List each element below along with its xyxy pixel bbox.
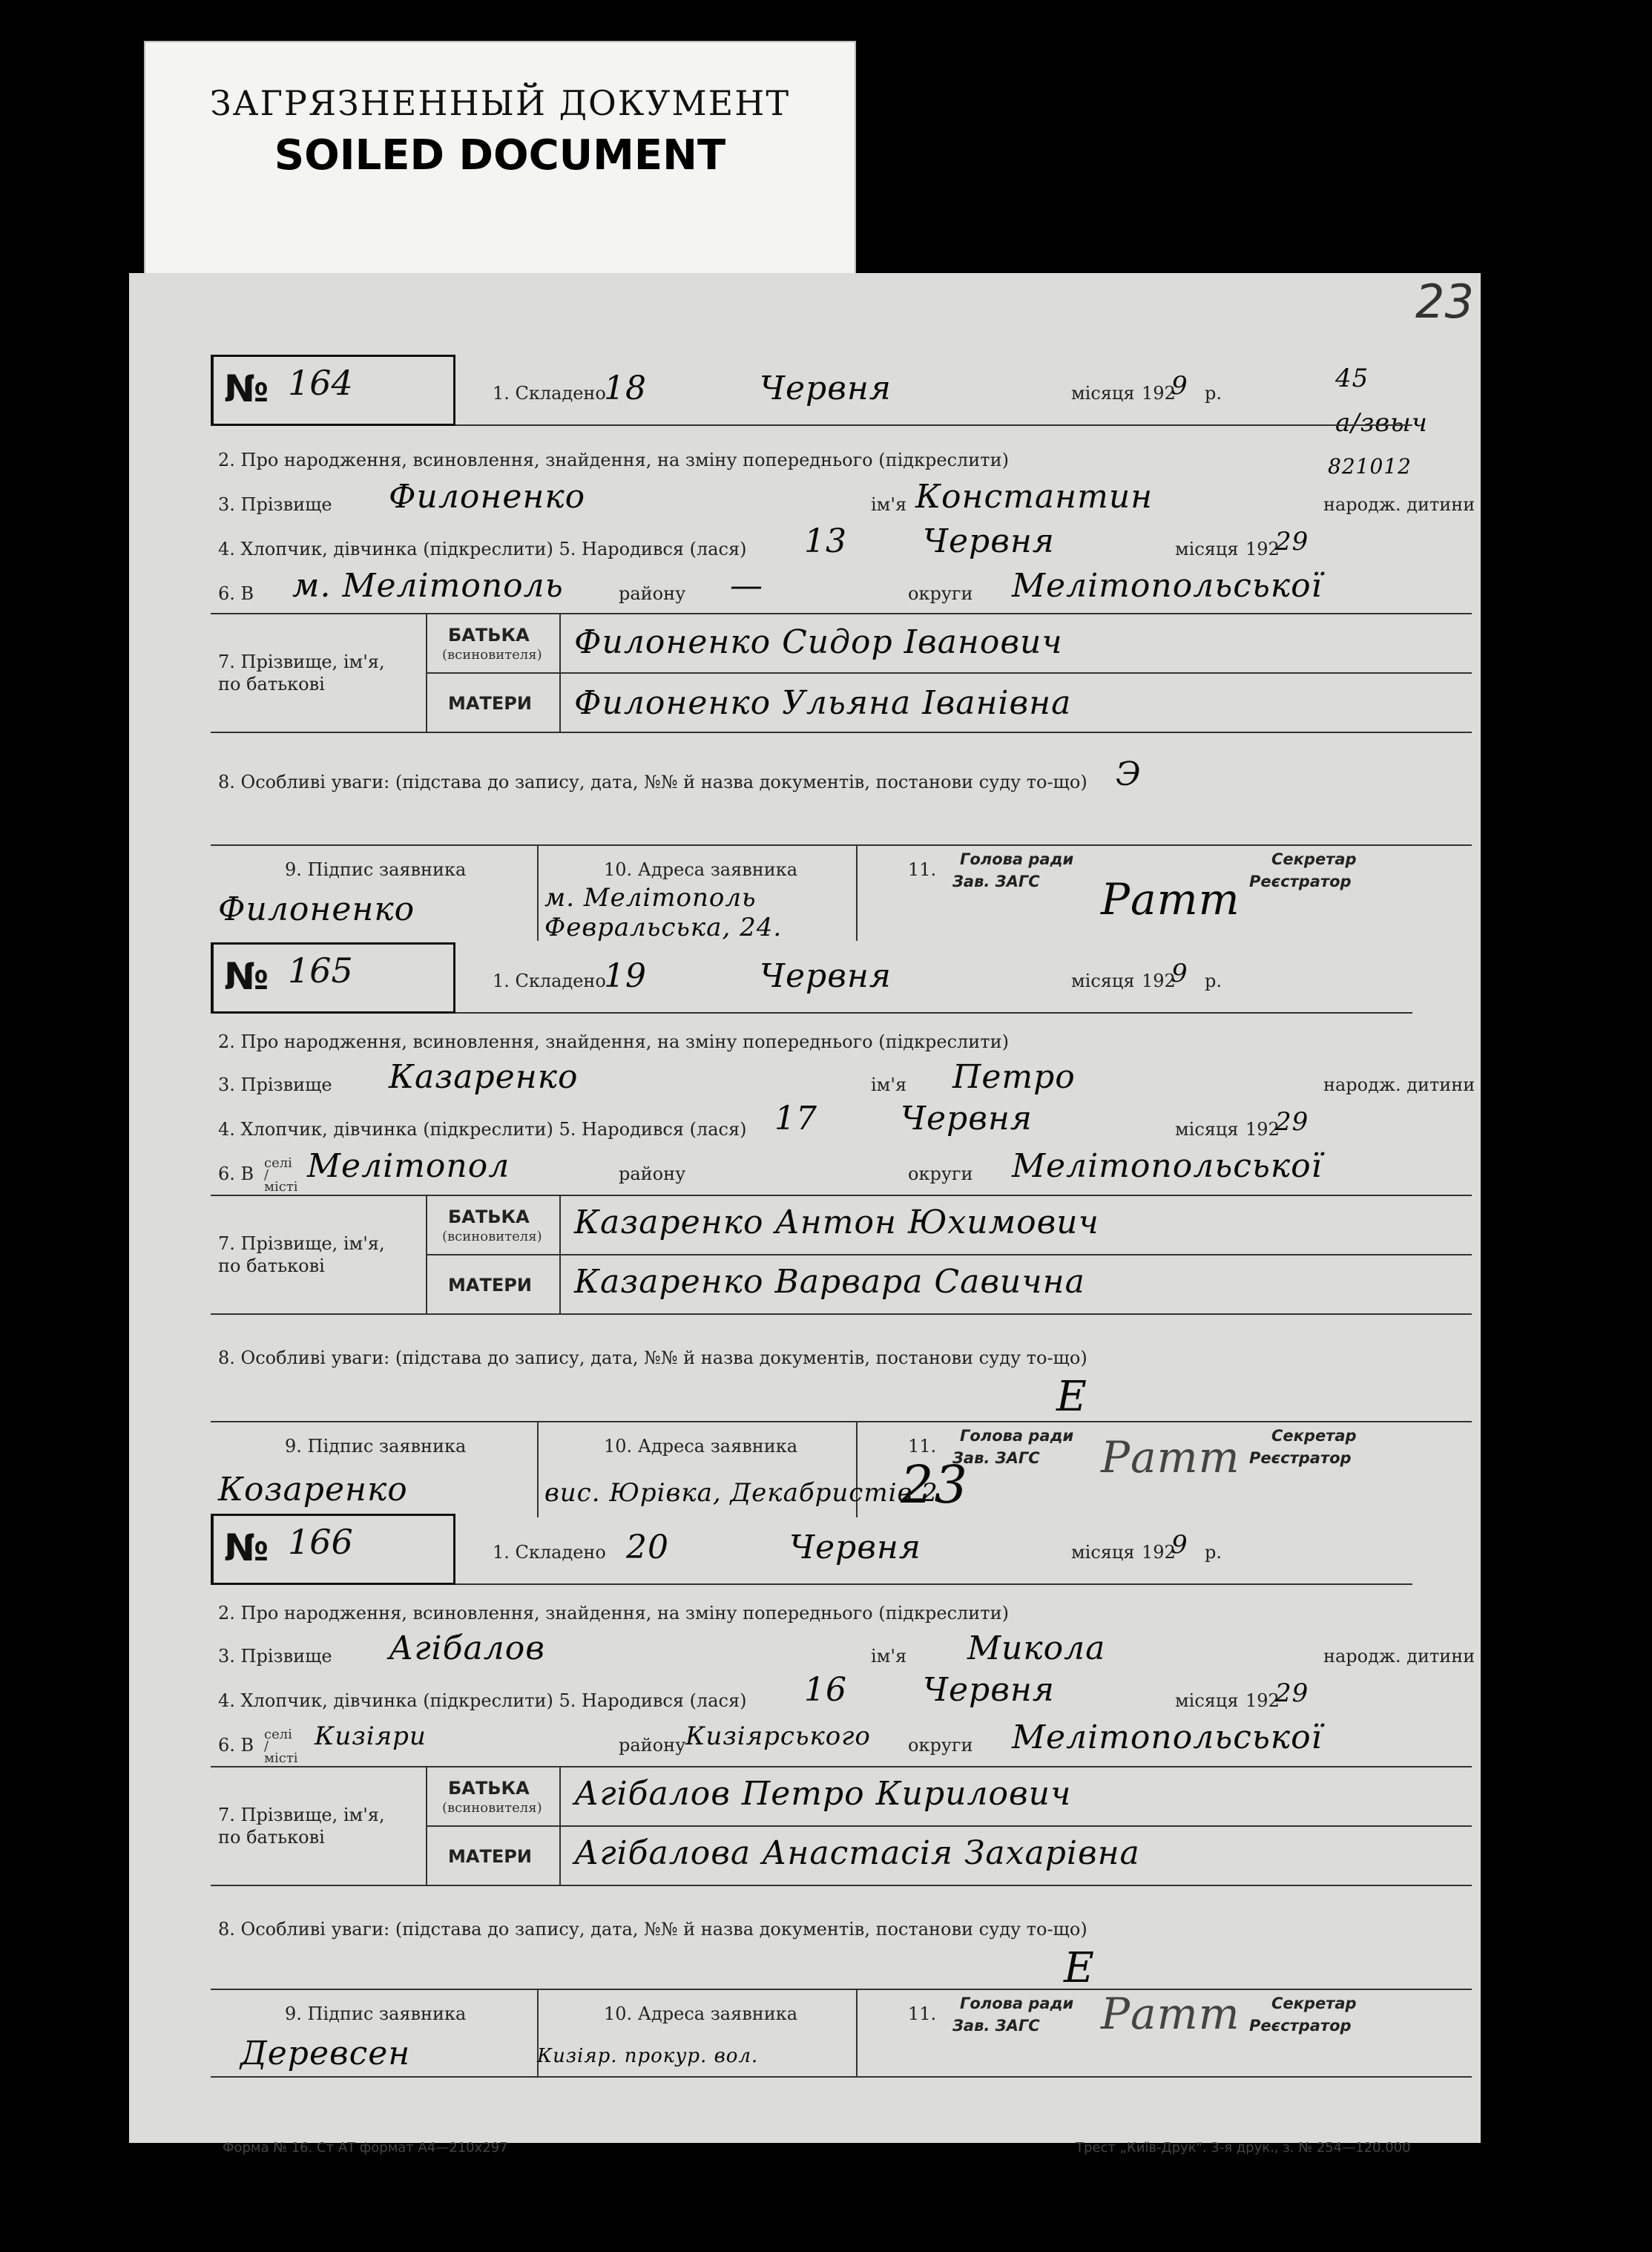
official-signature: Ратт xyxy=(1101,874,1240,925)
address-label: 10. Адреса заявника xyxy=(604,2003,798,2024)
month-label: місяця xyxy=(1071,383,1135,404)
month-label: місяця xyxy=(1071,971,1135,991)
gender-label: 4. Хлопчик, дівчинка (підкреслити) 5. Народився (лася) xyxy=(218,539,747,559)
item-eleven: 11. xyxy=(908,2003,937,2024)
month-label: місяця xyxy=(1175,1690,1239,1711)
birth-month: Червня xyxy=(923,522,1055,560)
mother-name: Агібалова Анастасія Захарівна xyxy=(574,1834,1140,1872)
head-label: Голова ради xyxy=(960,850,1074,868)
item-eleven: 11. xyxy=(908,859,937,880)
month-label: місяця xyxy=(1175,1119,1239,1140)
okrug-label: округи xyxy=(908,583,973,604)
birth-day: 17 xyxy=(774,1100,817,1138)
entry-number-box xyxy=(211,1514,455,1585)
about-label: 2. Про народження, всиновлення, знайдення, на зміну попереднього (підкреслити) xyxy=(218,1031,1009,1052)
applicant-address: м. Мелітополь Февральська, 24. xyxy=(544,883,783,942)
surname-value: Агібалов xyxy=(389,1629,545,1667)
birth-day: 16 xyxy=(804,1671,847,1709)
year-digit: 9 xyxy=(1171,1530,1188,1560)
year-prefix: 192 xyxy=(1245,539,1280,559)
birth-place: Мелітопол xyxy=(307,1147,510,1185)
patronymic-label: по батькові xyxy=(218,1255,325,1276)
official-signature: Ратт xyxy=(1101,1989,1240,2039)
notes-value: Э xyxy=(1116,755,1142,793)
year-prefix: 192 xyxy=(1142,383,1176,404)
margin-note-3: 821012 xyxy=(1328,454,1412,479)
surname-label: 3. Прізвище xyxy=(218,1646,332,1667)
number-sign: № xyxy=(224,367,269,410)
about-label: 2. Про народження, всиновлення, знайдення, на зміну попереднього (підкреслити) xyxy=(218,1603,1009,1624)
month-label: місяця xyxy=(1175,539,1239,559)
father-name: Казаренко Антон Юхимович xyxy=(574,1204,1099,1241)
father-name: Филоненко Сидор Іванович xyxy=(574,623,1063,661)
birth-place: Кизіяри xyxy=(315,1721,427,1751)
applicant-address: вис. Юрівка, Декабристів 2 xyxy=(544,1478,938,1508)
name-value: Константин xyxy=(915,478,1154,516)
notes-label: 8. Особливі уваги: (підстава до запису, дата, №№ й назва документів, постанови суду то-що) xyxy=(218,1347,1087,1368)
margin-note-2: а/звыч xyxy=(1335,408,1428,438)
zags-label: Зав. ЗАГС xyxy=(952,1449,1040,1467)
registrar-label: Реєстратор xyxy=(1249,2017,1352,2035)
zags-label: Зав. ЗАГС xyxy=(952,873,1040,890)
composed-month: Червня xyxy=(760,370,892,407)
year-suffix: р. xyxy=(1205,383,1222,404)
parents-label: 7. Прізвище, ім'я, xyxy=(218,1233,385,1254)
in-label: 6. В xyxy=(218,583,254,604)
secretary-label: Секретар xyxy=(1271,1427,1357,1445)
child-label: народж. дитини xyxy=(1323,1074,1475,1095)
parents-label: 7. Прізвище, ім'я, xyxy=(218,651,385,672)
soiled-document-label xyxy=(144,41,856,277)
sign-label: 9. Підпис заявника xyxy=(285,2003,467,2024)
sign-label: 9. Підпис заявника xyxy=(285,859,467,880)
notes-label: 8. Особливі уваги: (підстава до запису, дата, №№ й назва документів, постанови суду то-що) xyxy=(218,772,1087,792)
address-label: 10. Адреса заявника xyxy=(604,1436,798,1457)
year-prefix: 192 xyxy=(1245,1690,1280,1711)
in-label: 6. В xyxy=(218,1163,254,1184)
name-value: Петро xyxy=(952,1058,1076,1096)
name-label: ім'я xyxy=(871,1074,907,1095)
district-label: району xyxy=(619,1735,686,1756)
name-value: Микола xyxy=(967,1629,1106,1667)
gender-label: 4. Хлопчик, дівчинка (підкреслити) 5. Народився (лася) xyxy=(218,1119,747,1140)
secretary-label: Секретар xyxy=(1271,850,1357,868)
surname-label: 3. Прізвище xyxy=(218,494,332,515)
okrug-label: округи xyxy=(908,1735,973,1756)
district-label: району xyxy=(619,1163,686,1184)
okrug-value: Мелітопольської xyxy=(1012,1147,1323,1185)
surname-value: Филоненко xyxy=(389,478,586,516)
adopter-label: (всиновителя) xyxy=(442,647,542,663)
stamp-russian: ЗАГРЯЗНЕННЫЙ ДОКУМЕНТ xyxy=(209,83,791,123)
district-value: — xyxy=(730,567,763,605)
year-suffix: р. xyxy=(1205,971,1222,991)
margin-note-1: 45 xyxy=(1335,364,1369,393)
father-name: Агібалов Петро Кирилович xyxy=(574,1775,1072,1813)
footer-print-info: Трест „Київ-Друк". 3-я друк., з. № 254—120.000 xyxy=(1076,2140,1411,2156)
footer-form-info: Форма № 16. Ст АТ формат А4—210х297 xyxy=(223,2140,508,2156)
child-label: народж. дитини xyxy=(1323,494,1475,515)
applicant-address: Кизіяр. прокур. вол. xyxy=(537,2045,759,2067)
patronymic-label: по батькові xyxy=(218,1827,325,1848)
composed-day: 18 xyxy=(604,370,647,407)
district-label: району xyxy=(619,583,686,604)
year-digit: 9 xyxy=(1171,959,1188,988)
okrug-value: Мелітопольської xyxy=(1012,1718,1323,1756)
applicant-signature: Филоненко xyxy=(218,890,415,928)
number-sign: № xyxy=(224,955,269,998)
page-number: 23 xyxy=(1415,275,1474,329)
selo-misti-label: селі / місті xyxy=(264,1155,298,1195)
mother-label: МАТЕРИ xyxy=(448,1275,532,1296)
registrar-label: Реєстратор xyxy=(1249,873,1352,890)
mother-label: МАТЕРИ xyxy=(448,693,532,714)
father-label: БАТЬКА xyxy=(448,1778,530,1799)
district-value: Кизіярського xyxy=(685,1721,871,1751)
stamp-note: 23 xyxy=(901,1454,969,1515)
entry-number-box xyxy=(211,942,455,1014)
year-digit: 9 xyxy=(1171,371,1188,401)
adopter-label: (всиновителя) xyxy=(442,1800,542,1816)
stamp-english: SOILED DOCUMENT xyxy=(274,131,726,180)
notes-label: 8. Особливі уваги: (підстава до запису, дата, №№ й назва документів, постанови суду то-що) xyxy=(218,1919,1087,1940)
head-label: Голова ради xyxy=(960,1995,1074,2012)
birth-month: Червня xyxy=(923,1671,1055,1709)
patronymic-label: по батькові xyxy=(218,674,325,695)
entry-number: 166 xyxy=(288,1522,353,1562)
item-eleven: 11. xyxy=(908,1436,937,1457)
in-label: 6. В xyxy=(218,1735,254,1756)
head-label: Голова ради xyxy=(960,1427,1074,1445)
year-prefix: 192 xyxy=(1142,971,1176,991)
birth-year: 29 xyxy=(1275,527,1309,557)
entry-number: 165 xyxy=(288,951,353,991)
name-label: ім'я xyxy=(871,1646,907,1667)
year-prefix: 192 xyxy=(1245,1119,1280,1140)
number-sign: № xyxy=(224,1526,269,1569)
father-label: БАТЬКА xyxy=(448,625,530,646)
mother-name: Казаренко Варвара Савична xyxy=(574,1263,1085,1301)
composed-label: 1. Складено xyxy=(493,971,606,991)
surname-label: 3. Прізвище xyxy=(218,1074,332,1095)
notes-value: Е xyxy=(1056,1373,1087,1421)
composed-label: 1. Складено xyxy=(493,1542,606,1563)
applicant-signature: Дерeвсен xyxy=(240,2035,411,2072)
zags-label: Зав. ЗАГС xyxy=(952,2017,1040,2035)
composed-day: 19 xyxy=(604,957,647,995)
composed-month: Червня xyxy=(789,1529,921,1566)
official-signature: Ратт xyxy=(1101,1432,1240,1483)
mother-name: Филоненко Ульяна Іванівна xyxy=(574,684,1072,722)
notes-value: Е xyxy=(1064,1944,1095,1992)
selo-misti-label: селі / місті xyxy=(264,1727,298,1766)
about-label: 2. Про народження, всиновлення, знайдення, на зміну попереднього (підкреслити) xyxy=(218,450,1009,470)
birth-place: м. Мелітополь xyxy=(292,567,564,605)
address-label: 10. Адреса заявника xyxy=(604,859,798,880)
child-label: народж. дитини xyxy=(1323,1646,1475,1667)
surname-value: Казаренко xyxy=(389,1058,579,1096)
registrar-label: Реєстратор xyxy=(1249,1449,1352,1467)
okrug-value: Мелітопольської xyxy=(1012,567,1323,605)
name-label: ім'я xyxy=(871,494,907,515)
birth-year: 29 xyxy=(1275,1678,1309,1708)
year-suffix: р. xyxy=(1205,1542,1222,1563)
adopter-label: (всиновителя) xyxy=(442,1229,542,1244)
month-label: місяця xyxy=(1071,1542,1135,1563)
birth-day: 13 xyxy=(804,522,847,560)
composed-day: 20 xyxy=(626,1529,669,1566)
birth-month: Червня xyxy=(901,1100,1033,1138)
composed-label: 1. Складено xyxy=(493,383,606,404)
father-label: БАТЬКА xyxy=(448,1207,530,1227)
okrug-label: округи xyxy=(908,1163,973,1184)
birth-year: 29 xyxy=(1275,1107,1309,1137)
entry-number: 164 xyxy=(288,363,353,403)
mother-label: МАТЕРИ xyxy=(448,1846,532,1867)
parents-label: 7. Прізвище, ім'я, xyxy=(218,1805,385,1825)
entry-number-box xyxy=(211,355,455,426)
secretary-label: Секретар xyxy=(1271,1995,1357,2012)
year-prefix: 192 xyxy=(1142,1542,1176,1563)
gender-label: 4. Хлопчик, дівчинка (підкреслити) 5. Народився (лася) xyxy=(218,1690,747,1711)
composed-month: Червня xyxy=(760,957,892,995)
sign-label: 9. Підпис заявника xyxy=(285,1436,467,1457)
applicant-signature: Козаренко xyxy=(218,1471,408,1509)
